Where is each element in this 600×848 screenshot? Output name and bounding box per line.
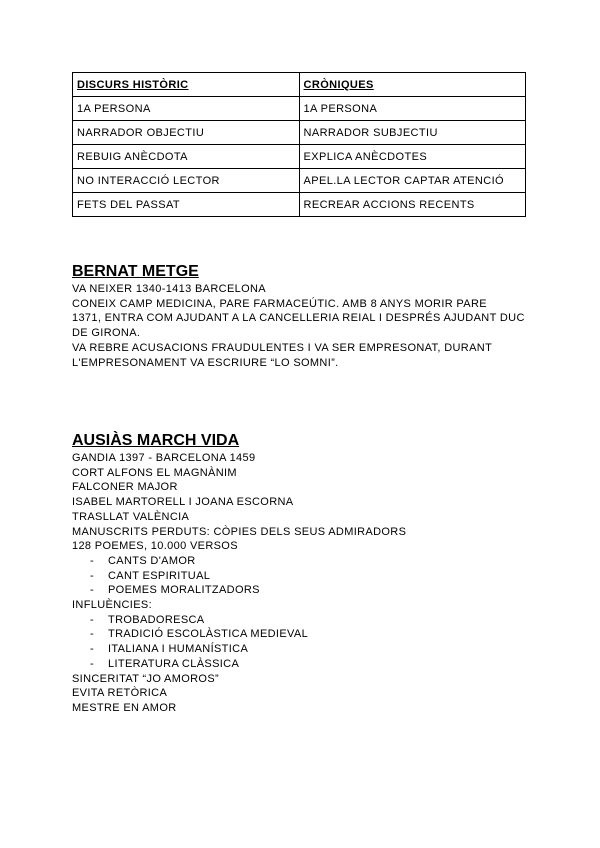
list-item-text: CANT ESPIRITUAL	[108, 569, 211, 582]
text-line: CORT ALFONS EL MAGNÀNIM	[72, 466, 237, 479]
table-row	[73, 193, 526, 217]
list-item	[72, 583, 542, 598]
table-cell: EXPLICA ANÈCDOTES	[299, 145, 526, 169]
list-item-text: TROBADORESCA	[108, 613, 205, 626]
text-line: MESTRE EN AMOR	[72, 701, 177, 714]
table-cell: REBUIG ANÈCDOTA	[73, 145, 300, 169]
list-item-text: ITALIANA I HUMANÍSTICA	[108, 643, 249, 656]
text-line: MANUSCRITS PERDUTS: CÒPIES DELS SEUS ADMIRADORS	[72, 525, 407, 538]
table-row	[73, 97, 526, 121]
table-cell: NARRADOR OBJECTIU	[73, 121, 300, 145]
table-cell: NO INTERACCIÓ LECTOR	[73, 169, 300, 193]
list-item	[72, 554, 542, 569]
section-heading: BERNAT METGE	[72, 263, 199, 280]
text-line: L'EMPRESONAMENT VA ESCRIURE “LO SOMNI”.	[72, 356, 339, 369]
table-cell: 1A PERSONA	[299, 97, 526, 121]
list-item	[72, 613, 542, 628]
text-line: VA REBRE ACUSACIONS FRAUDULENTES I VA SER EMPRESONAT, DURANT	[72, 341, 493, 354]
bullet-dash: -	[90, 643, 95, 656]
text-line: CONEIX CAMP MEDICINA, PARE FARMACEÚTIC. AMB 8 ANYS MORIR PARE	[72, 297, 487, 310]
bullet-dash: -	[90, 569, 95, 582]
bullet-dash: -	[90, 628, 95, 641]
list-item	[72, 627, 542, 642]
list-item-text: CANTS D'AMOR	[108, 554, 196, 567]
text-line: DE GIRONA.	[72, 327, 141, 340]
bullet-dash: -	[90, 613, 95, 626]
table-cell: RECREAR ACCIONS RECENTS	[299, 193, 526, 217]
table-header-cell: CRÒNIQUES	[299, 73, 526, 97]
text-line: VA NEIXER 1340-1413 BARCELONA	[72, 283, 266, 295]
section-bernat-metge	[72, 262, 542, 370]
text-line: SINCERITAT “JO AMOROS”	[72, 672, 220, 685]
text-line: 128 POEMES, 10.000 VERSOS	[72, 540, 238, 553]
list-item	[72, 642, 542, 657]
table-header-row	[73, 73, 526, 97]
comparison-table	[72, 72, 526, 217]
list-item-text: LITERATURA CLÀSSICA	[108, 657, 240, 670]
text-line: INFLUÈNCIES:	[72, 599, 152, 612]
list-item-text: TRADICIÓ ESCOLÀSTICA MEDIEVAL	[108, 628, 309, 641]
table-cell: APEL.LA LECTOR CAPTAR ATENCIÓ	[299, 169, 526, 193]
bullet-dash: -	[90, 657, 95, 670]
text-line: FALCONER MAJOR	[72, 481, 178, 494]
table-row	[73, 169, 526, 193]
section-ausias-march	[72, 431, 542, 716]
bullet-dash: -	[90, 584, 95, 597]
text-line: ISABEL MARTORELL I JOANA ESCORNA	[72, 496, 294, 509]
text-line: TRASLLAT VALÈNCIA	[72, 510, 190, 523]
bullet-dash: -	[90, 554, 95, 567]
table-cell: FETS DEL PASSAT	[73, 193, 300, 217]
text-line: 1371, ENTRA COM AJUDANT A LA CANCELLERIA REIAL I DESPRÉS AJUDANT DUC	[72, 312, 525, 325]
section-heading: AUSIÀS MARCH VIDA	[72, 432, 240, 449]
table-row	[73, 145, 526, 169]
text-line: EVITA RETÒRICA	[72, 687, 168, 700]
list-item	[72, 657, 542, 672]
table-cell: 1A PERSONA	[73, 97, 300, 121]
table-cell: NARRADOR SUBJECTIU	[299, 121, 526, 145]
list-item-text: POEMES MORALITZADORS	[108, 584, 260, 597]
table-row	[73, 121, 526, 145]
text-line: GANDIA 1397 - BARCELONA 1459	[72, 452, 256, 464]
table-header-cell: DISCURS HISTÒRIC	[73, 73, 300, 97]
list-item	[72, 569, 542, 584]
